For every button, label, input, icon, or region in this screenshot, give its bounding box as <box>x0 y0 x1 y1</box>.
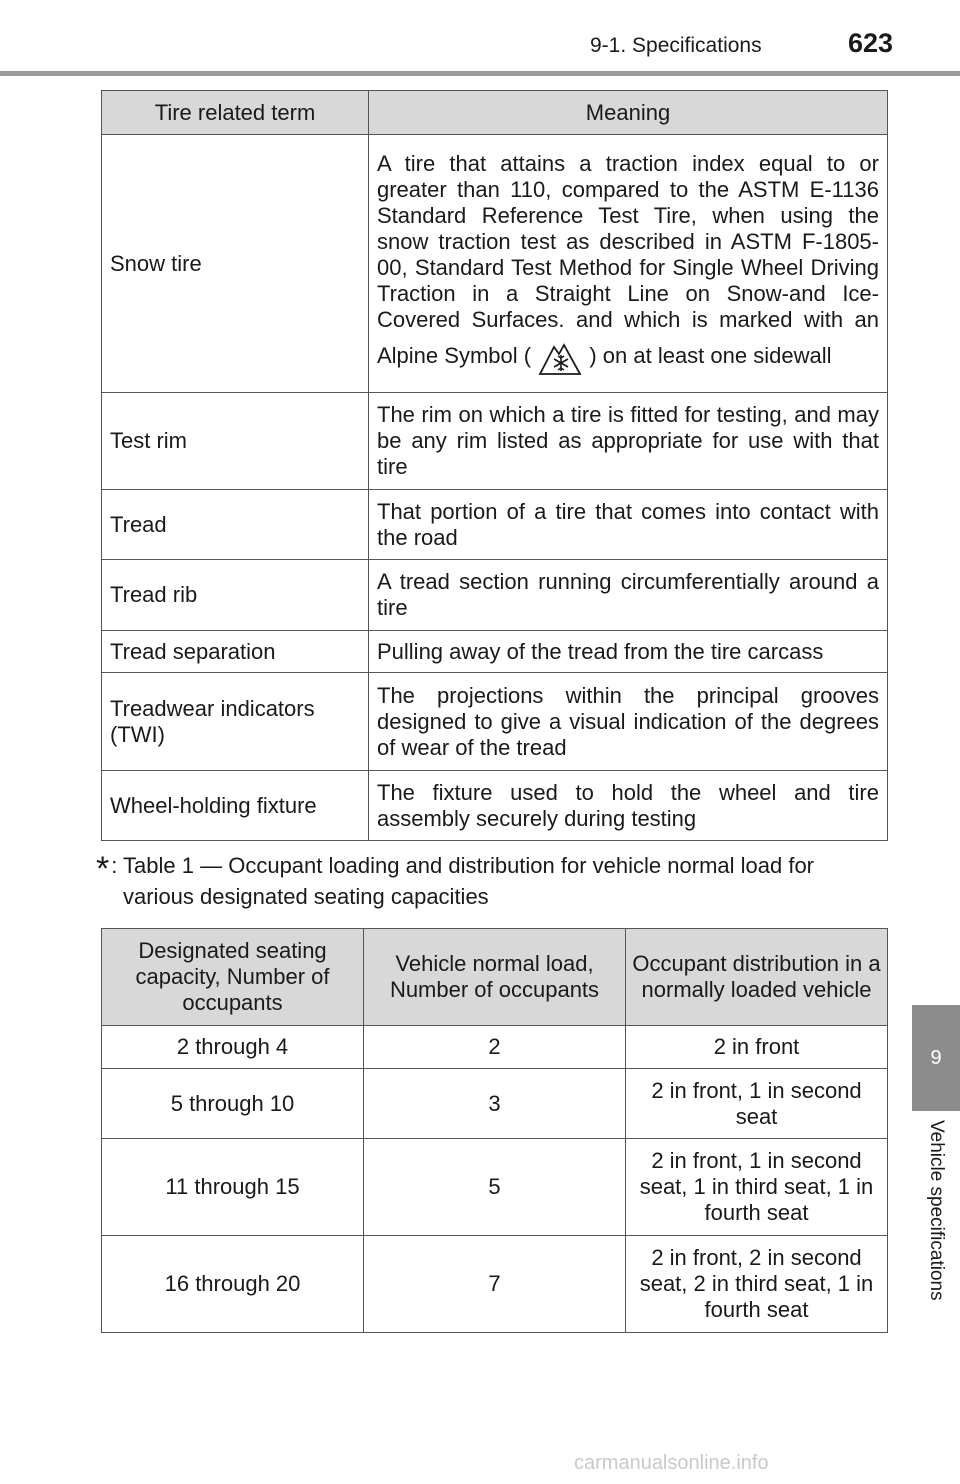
column-header-term: Tire related term <box>102 91 369 135</box>
term-cell: Treadwear indicators (TWI) <box>102 673 369 771</box>
meaning-cell: The rim on which a tire is fitted for testing, and may be any rim listed as appropriate for use with that tire <box>369 393 888 490</box>
chapter-tab-label: Vehicle specifications <box>926 1120 947 1301</box>
column-header-occupant-distribution: Occupant distribution in a normally loaded vehicle <box>626 929 888 1026</box>
normal-load-cell: 5 <box>364 1139 626 1236</box>
table-row <box>102 393 888 490</box>
meaning-text-tail: on at least one sidewall <box>602 342 832 368</box>
distribution-cell: 2 in front <box>626 1026 888 1069</box>
meaning-cell: A tread section running circumferentially around a tire <box>369 560 888 631</box>
table-row <box>102 135 888 393</box>
seating-capacity-cell: 2 through 4 <box>102 1026 364 1069</box>
section-title: 9-1. Specifications <box>590 34 762 57</box>
meaning-cell <box>369 135 888 393</box>
table-row <box>102 631 888 673</box>
seating-capacity-cell: 16 through 20 <box>102 1236 364 1333</box>
meaning-cell: Pulling away of the tread from the tire carcass <box>369 631 888 673</box>
meaning-cell: That portion of a tire that comes into contact with the road <box>369 490 888 560</box>
distribution-cell: 2 in front, 1 in second seat, 1 in third seat, 1 in fourth seat <box>626 1139 888 1236</box>
term-cell: Tread rib <box>102 560 369 631</box>
table-row <box>102 490 888 560</box>
page-number: 623 <box>848 28 894 58</box>
meaning-text-close: ) <box>589 342 597 368</box>
alpine-symbol-icon <box>537 333 583 377</box>
meaning-text: A tire that attains a traction index equal to or greater than 110, compared to the ASTM E-1136 Standard Reference Test Tire, when using the snow traction test as described in ASTM F-1805-00, Standard Test Method for Single Wheel Driving Traction in a Straight Line on Snow-and Ice-Covered Surfaces. and which is marked with an Alpine Symbol ( <box>377 150 879 368</box>
table-row <box>102 560 888 631</box>
term-cell: Wheel-holding fixture <box>102 771 369 841</box>
chapter-tab-number: 9 <box>930 1046 942 1069</box>
table-row <box>102 1236 888 1333</box>
table-row <box>102 1069 888 1139</box>
table-header-row <box>102 91 888 135</box>
table-row <box>102 771 888 841</box>
column-header-normal-load: Vehicle normal load, Number of occupants <box>364 929 626 1026</box>
term-cell: Tread separation <box>102 631 369 673</box>
table-header-row <box>102 929 888 1026</box>
column-header-meaning: Meaning <box>369 91 888 135</box>
normal-load-cell: 7 <box>364 1236 626 1333</box>
watermark: carmanualsonline.info <box>574 1452 769 1474</box>
seating-capacity-cell: 5 through 10 <box>102 1069 364 1139</box>
meaning-cell: The projections within the principal grooves designed to give a visual indication of the degrees of wear of the tread <box>369 673 888 771</box>
term-cell: Test rim <box>102 393 369 490</box>
footnote-marker: * <box>96 850 110 888</box>
term-cell: Snow tire <box>102 135 369 393</box>
distribution-cell: 2 in front, 2 in second seat, 2 in third seat, 1 in fourth seat <box>626 1236 888 1333</box>
seating-capacity-cell: 11 through 15 <box>102 1139 364 1236</box>
footnote <box>96 852 896 910</box>
normal-load-cell: 2 <box>364 1026 626 1069</box>
meaning-cell: The fixture used to hold the wheel and tire assembly securely during testing <box>369 771 888 841</box>
header-divider <box>0 71 960 76</box>
footnote-line-2: various designated seating capacities <box>123 884 489 909</box>
distribution-cell: 2 in front, 1 in second seat <box>626 1069 888 1139</box>
chapter-tab[interactable] <box>912 1005 960 1111</box>
term-cell: Tread <box>102 490 369 560</box>
footnote-line-1: : Table 1 — Occupant loading and distribution for vehicle normal load for <box>111 853 815 878</box>
table-row <box>102 673 888 771</box>
table-row <box>102 1026 888 1069</box>
occupant-load-table <box>101 928 888 1333</box>
column-header-seating-capacity: Designated seating capacity, Number of occupants <box>102 929 364 1026</box>
tire-terms-table <box>101 90 888 841</box>
normal-load-cell: 3 <box>364 1069 626 1139</box>
table-row <box>102 1139 888 1236</box>
